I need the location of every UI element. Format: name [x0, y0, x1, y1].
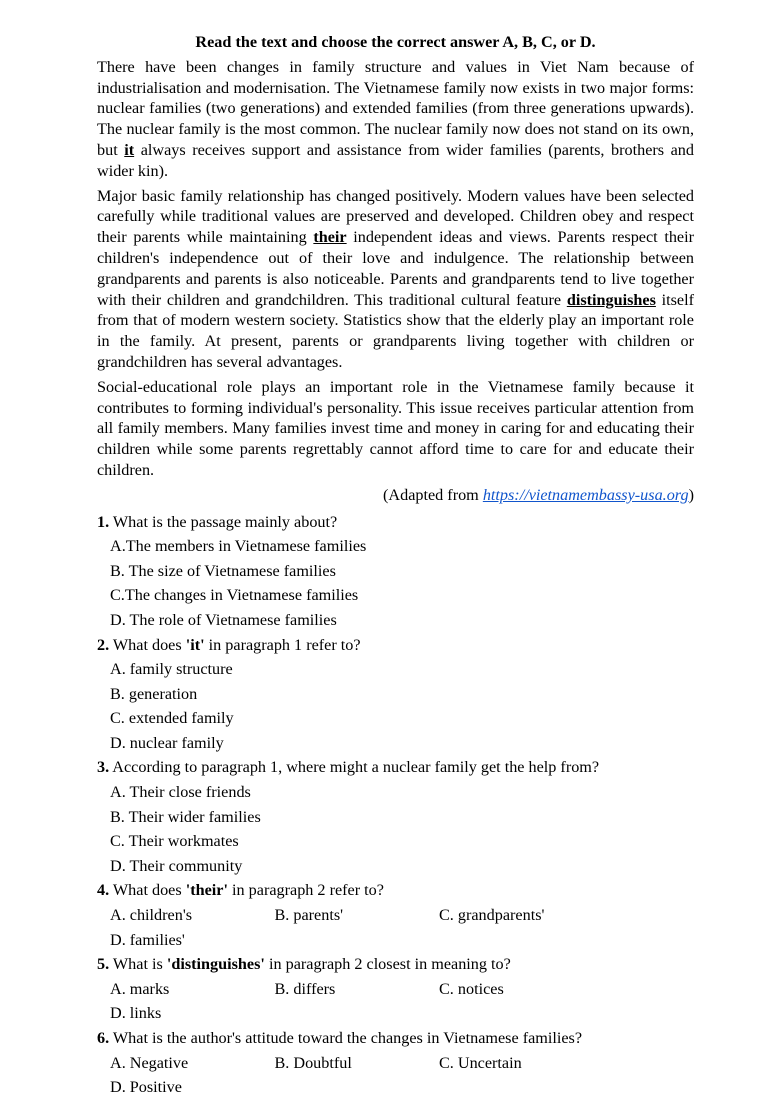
option-d[interactable]: D. links — [110, 1004, 162, 1023]
question-6 — [97, 1026, 694, 1051]
question-keyword: 'distinguishes' — [166, 955, 265, 974]
question-text-post: in paragraph 2 refer to? — [227, 881, 384, 900]
instructions-title: Read the text and choose the correct answer A, B, C, or D. — [195, 33, 596, 51]
p2-keyword-distinguishes: distinguishes — [566, 290, 656, 309]
question-text-post: in paragraph 1 refer to? — [204, 635, 361, 654]
option-b[interactable]: B. The size of Vietnamese families — [110, 561, 336, 580]
option-b[interactable]: B. Doubtful — [274, 1053, 352, 1072]
option-c[interactable]: C. notices — [439, 979, 504, 998]
question-6-options — [97, 1051, 694, 1100]
option-c[interactable]: C. Their workmates — [110, 832, 239, 851]
option-c[interactable]: C. grandparents' — [439, 906, 545, 925]
option-a[interactable]: A. Their close friends — [110, 783, 251, 802]
question-text-post: in paragraph 2 closest in meaning to? — [264, 955, 511, 974]
option-b[interactable]: B. parents' — [274, 906, 344, 925]
question-4-options — [97, 903, 694, 952]
option-a[interactable]: A. family structure — [110, 660, 233, 679]
question-5-options — [97, 977, 694, 1026]
question-3-options — [97, 780, 694, 878]
source-citation — [97, 485, 694, 506]
p2-text-part2: independent ideas and views. Parents respect their children's independence out of their love and indulgence. The relationship between grandparents and parents is also noticeable. Parents and grandparents tend to live together with their children and grandchildren. This traditional cultural feature — [97, 228, 694, 309]
question-text-pre: What is — [109, 955, 167, 974]
option-a[interactable]: A. marks — [110, 979, 170, 998]
question-number: 1. — [97, 512, 110, 531]
question-5 — [97, 952, 694, 977]
question-text-pre: What does — [109, 635, 186, 654]
p2-keyword-their: their — [313, 228, 347, 247]
p1-keyword-it: it — [124, 140, 135, 159]
source-link[interactable]: https://vietnamembassy-usa.org — [482, 485, 689, 504]
question-keyword: 'their' — [185, 881, 228, 900]
question-number: 6. — [97, 1029, 110, 1047]
p1-text-after: always receives support and assistance from wider families (parents, brothers and wider kin). — [97, 140, 694, 180]
passage-paragraph-1 — [97, 57, 694, 182]
question-text: What is the author's attitude toward the changes in Vietnamese families? — [109, 1029, 583, 1047]
option-c[interactable]: C. Uncertain — [439, 1053, 522, 1072]
question-number: 2. — [97, 635, 110, 654]
passage-paragraph-3: Social-educational role plays an important role in the Vietnamese family because it contributes to forming individual's personality. This issue receives particular attention from all family members. Many families invest time and money in caring for and educating their children while some parents regrettably cannot afford time to care for and educate their children. — [97, 377, 694, 479]
question-4 — [97, 878, 694, 903]
option-b[interactable]: B. Their wider families — [110, 807, 261, 826]
option-d[interactable]: D. Positive — [110, 1078, 182, 1097]
question-1 — [97, 510, 694, 535]
option-c[interactable]: C. extended family — [110, 709, 234, 728]
question-2 — [97, 633, 694, 658]
question-number: 5. — [97, 955, 110, 974]
option-b[interactable]: B. generation — [110, 684, 198, 703]
p1-text-before: There have been changes in family structure and values in Viet Nam because of industrialisation and modernisation. The Vietnamese family now exists in two major forms: nuclear families (two generations) and extended families (from three generations upwards). The nuclear family is the most common. The nuclear family now does not stand on its own, but — [97, 57, 694, 159]
question-text: What is the passage mainly about? — [109, 512, 338, 531]
p2-text-part1: Major basic family relationship has changed positively. Modern values have been selected carefully while traditional values are preserved and developed. Children obey and respect their parents while maintaining — [97, 186, 694, 247]
passage-paragraph-2 — [97, 186, 694, 373]
worksheet-content — [97, 32, 694, 1100]
option-a[interactable]: A. children's — [110, 906, 193, 925]
source-prefix: (Adapted from — [383, 485, 483, 504]
option-b[interactable]: B. differs — [274, 979, 336, 998]
option-a[interactable]: A. Negative — [110, 1053, 189, 1072]
option-d[interactable]: D. Their community — [110, 856, 243, 875]
source-suffix: ) — [688, 485, 694, 504]
option-d[interactable]: D. The role of Vietnamese families — [110, 610, 337, 629]
question-number: 4. — [97, 881, 110, 900]
question-3 — [97, 755, 694, 780]
question-2-options — [97, 657, 694, 755]
option-a[interactable]: A.The members in Vietnamese families — [110, 537, 367, 556]
p2-text-part3: itself from that of modern western society. Statistics show that the elderly play an important role in the family. At present, parents or grandparents living together with children or grandchildren has several advantages. — [97, 290, 694, 371]
option-c[interactable]: C.The changes in Vietnamese families — [110, 586, 359, 605]
question-number: 3. — [97, 758, 110, 777]
question-text: According to paragraph 1, where might a nuclear family get the help from? — [109, 758, 600, 777]
question-1-options — [97, 534, 694, 632]
question-keyword: 'it' — [185, 635, 205, 654]
option-d[interactable]: D. families' — [110, 930, 185, 949]
question-text-pre: What does — [109, 881, 186, 900]
option-d[interactable]: D. nuclear family — [110, 733, 224, 752]
